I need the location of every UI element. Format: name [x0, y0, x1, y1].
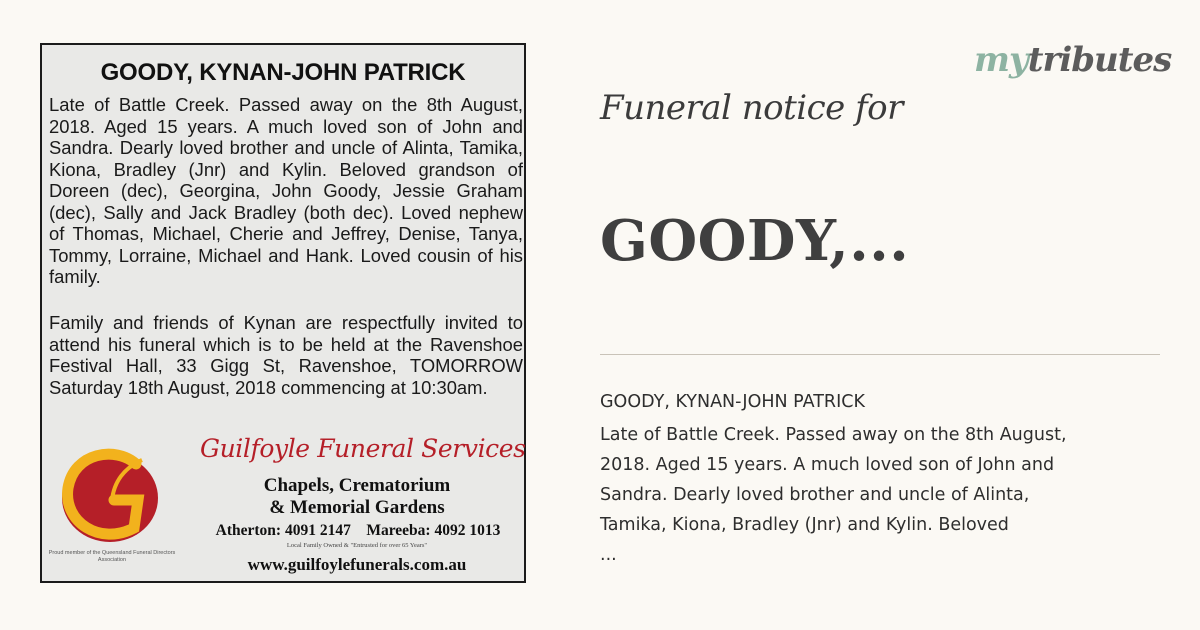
ad-website: www.guilfoylefunerals.com.au — [247, 555, 467, 574]
notice-title: GOODY, KYNAN-JOHN PATRICK — [100, 59, 466, 86]
ad-services-line-2: & Memorial Gardens — [269, 497, 445, 518]
funeral-director-ad — [42, 428, 524, 581]
notice-kicker: Funeral notice for — [600, 88, 903, 128]
excerpt-body: Late of Battle Creek. Passed away on the 8th August, 2018. Aged 15 years. A much loved son of John and Sandra. Dearly loved brother and uncle of Alinta, Tamika, Kiona, Bradley (Jnr) and Kylin. Beloved ... — [600, 425, 1067, 565]
divider — [600, 354, 1160, 355]
notice-paragraph-2: Family and friends of Kynan are respectfully invited to attend his funeral which is to be held at the Ravenshoe Festival Hall, 33 Gigg St, Ravenshoe, TOMORROW Saturday 18th August, 2018 commencing at 10:30am. — [49, 312, 523, 398]
association-text: Proud member of the Queensland Funeral Directors Association — [48, 550, 176, 563]
brand-tributes: tributes — [1027, 40, 1172, 80]
ad-tagline: Local Family Owned & "Entrusted for over 65 Years" — [286, 542, 428, 549]
ad-brand-name: Guilfoyle Funeral Services — [200, 434, 526, 463]
funeral-notice-clipping — [40, 43, 526, 583]
deceased-name-heading: GOODY,... — [600, 208, 910, 274]
guilfoyle-logo-icon — [54, 442, 166, 550]
ad-phone-numbers: Atherton: 4091 2147 Mareeba: 4092 1013 — [215, 522, 501, 539]
ad-services-line-1: Chapels, Crematorium — [263, 475, 451, 496]
mytributes-logo[interactable] — [974, 40, 1171, 80]
notice-paragraph-1: Late of Battle Creek. Passed away on the 8th August, 2018. Aged 15 years. A much loved son of John and Sandra. Dearly loved brother and uncle of Alinta, Tamika, Kiona, Bradley (Jnr) and Kylin. Beloved grandson of Doreen (dec), Georgina, John Goody, Jessie Graham (dec), Sally and Jack Bradley (both dec). Loved nephew of Thomas, Michael, Cherie and Jeffrey, Denise, Tanya, Tommy, Lorraine, Michael and Hank. Loved cousin of his family. — [49, 94, 523, 287]
excerpt-title: GOODY, KYNAN-JOHN PATRICK — [600, 392, 865, 412]
brand-my: my — [974, 40, 1028, 80]
